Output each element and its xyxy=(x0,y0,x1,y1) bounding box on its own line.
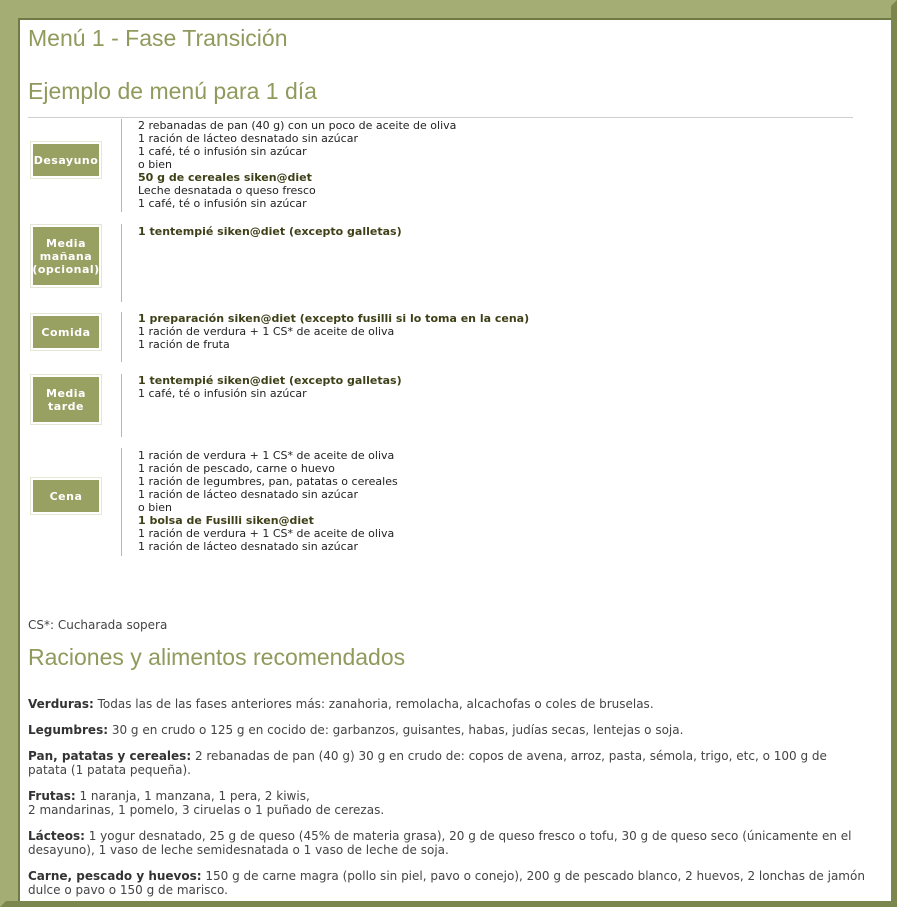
list-item: 1 tentempié siken@diet (excepto galletas) xyxy=(138,374,402,387)
list-item: 1 ración de lácteo desnatado sin azúcar xyxy=(138,540,358,553)
footnote: CS*: Cucharada sopera xyxy=(28,618,168,632)
list-item: o bien xyxy=(138,158,173,171)
list-item: 1 ración de fruta xyxy=(138,338,230,351)
meal-label-comida xyxy=(33,316,99,348)
meal-label-text: Cena xyxy=(49,489,83,503)
portion-label: Carne, pescado y huevos: xyxy=(28,869,202,883)
meal-items-desayuno xyxy=(138,119,456,210)
list-item: 50 g de cereales siken@diet xyxy=(138,171,312,184)
meal-label-text: mañana xyxy=(39,249,93,263)
list-item: Leche desnatada o queso fresco xyxy=(138,184,316,197)
portion-frutas xyxy=(28,789,868,817)
meal-items-comida xyxy=(138,312,529,351)
portion-label: Lácteos: xyxy=(28,829,85,843)
portion-text: 2 rebanadas de pan (40 g) 30 g en crudo de: copos de avena, arroz, pasta, sémola, trigo, etc, o 100 g de patata (1 patata pequeña). xyxy=(28,749,827,777)
list-item: 1 ración de lácteo desnatado sin azúcar xyxy=(138,488,358,501)
list-item: 1 ración de verdura + 1 CS* de aceite de oliva xyxy=(138,449,395,462)
portion-text: Todas las de las fases anteriores más: zanahoria, remolacha, alcachofas o coles de bruselas. xyxy=(93,697,654,711)
meal-label-text: Media xyxy=(46,386,86,400)
meal-divider xyxy=(121,374,122,437)
portion-text: 150 g de carne magra (pollo sin piel, pavo o conejo), 200 g de pescado blanco, 2 huevos, 2 lonchas de jamón dulce o pavo o 150 g de marisco. xyxy=(28,869,865,897)
portion-carne-pescado-huevos xyxy=(28,869,868,897)
meal-label-text: Comida xyxy=(41,325,91,339)
meal-items-media-manana xyxy=(138,225,402,238)
list-item: 1 ración de verdura + 1 CS* de aceite de oliva xyxy=(138,325,395,338)
list-item: 1 ración de pescado, carne o huevo xyxy=(138,462,335,475)
list-item: 1 café, té o infusión sin azúcar xyxy=(138,145,307,158)
portion-text: 1 yogur desnatado, 25 g de queso (45% de materia grasa), 20 g de queso fresco o tofu, 30 g de queso seco (únicamente en el desayuno), 1 vaso de leche semidesnatada o 1 vaso de leche de soja. xyxy=(28,829,852,857)
meal-label-cena xyxy=(33,480,99,512)
meal-divider xyxy=(121,448,122,556)
list-item: o bien xyxy=(138,501,173,514)
portions-title: Raciones y alimentos recomendados xyxy=(28,644,406,670)
list-item: 1 ración de legumbres, pan, patatas o cereales xyxy=(138,475,398,488)
meal-items-media-tarde xyxy=(138,374,402,400)
portion-label: Pan, patatas y cereales: xyxy=(28,749,192,763)
portion-lacteos xyxy=(28,829,868,857)
list-item: 1 bolsa de Fusilli siken@diet xyxy=(138,514,314,527)
meal-label-desayuno xyxy=(33,144,99,176)
meal-label-media-tarde xyxy=(33,377,99,422)
list-item: 1 tentempié siken@diet (excepto galletas) xyxy=(138,225,402,238)
portion-label: Legumbres: xyxy=(28,723,109,737)
meal-label-text: (opcional) xyxy=(32,262,100,276)
list-item: 2 rebanadas de pan (40 g) con un poco de aceite de oliva xyxy=(138,119,457,132)
meal-label-text: tarde xyxy=(48,399,84,413)
meal-divider xyxy=(121,119,122,212)
list-item: 1 café, té o infusión sin azúcar xyxy=(138,197,307,210)
portion-legumbres xyxy=(28,723,868,737)
portion-label: Frutas: xyxy=(28,789,76,803)
menu-subtitle: Ejemplo de menú para 1 día xyxy=(28,78,317,104)
meal-divider xyxy=(121,312,122,362)
portions-list xyxy=(28,697,868,901)
meal-label-text: Media xyxy=(46,236,86,250)
portion-pan-patatas-cereales xyxy=(28,749,868,777)
meal-label-media-manana xyxy=(33,227,99,285)
content-panel xyxy=(18,18,891,901)
portion-text: 30 g en crudo o 125 g en cocido de: garbanzos, guisantes, habas, judías secas, lentejas o soja. xyxy=(108,723,684,737)
portion-text: 1 naranja, 1 manzana, 1 pera, 2 kiwis, 2 mandarinas, 1 pomelo, 3 ciruelas o 1 puñado de cerezas. xyxy=(28,789,385,817)
meal-items-cena xyxy=(138,449,398,553)
meal-label-text: Desayuno xyxy=(33,153,99,167)
page-title: Menú 1 - Fase Transición xyxy=(28,25,288,51)
list-item: 1 café, té o infusión sin azúcar xyxy=(138,387,307,400)
meal-divider xyxy=(121,224,122,302)
list-item: 1 ración de verdura + 1 CS* de aceite de oliva xyxy=(138,527,395,540)
portion-verduras xyxy=(28,697,868,711)
portion-label: Verduras: xyxy=(28,697,94,711)
divider xyxy=(28,117,853,118)
list-item: 1 preparación siken@diet (excepto fusilli si lo toma en la cena) xyxy=(138,312,530,325)
list-item: 1 ración de lácteo desnatado sin azúcar xyxy=(138,132,358,145)
